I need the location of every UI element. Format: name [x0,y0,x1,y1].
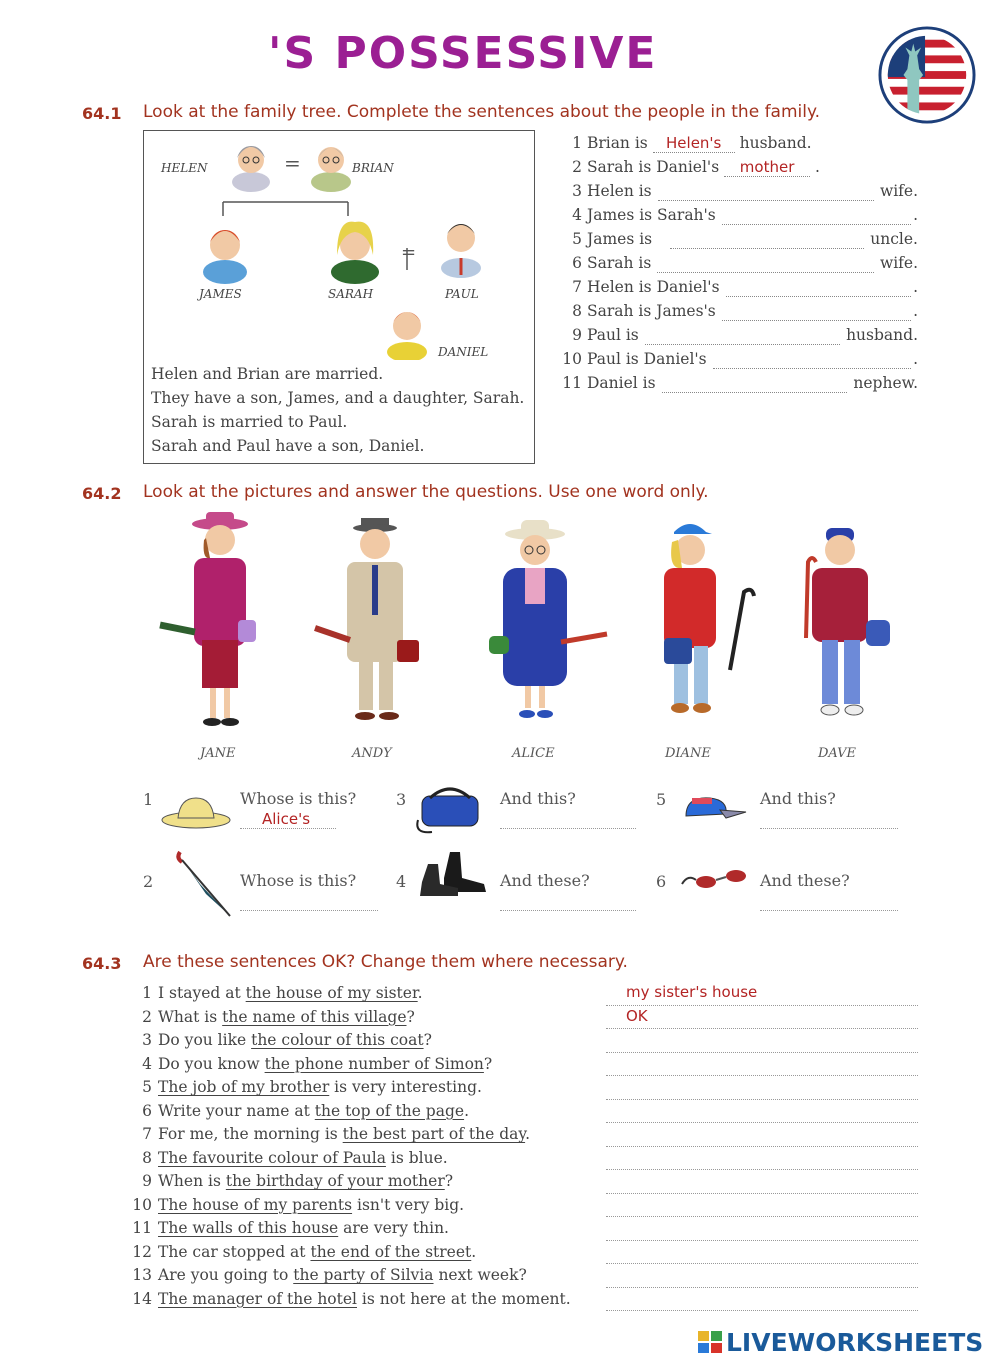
question-text: And these? [760,871,850,890]
story-line: Helen and Brian are married. [151,365,384,383]
ex1-sentence: 2 Sarah is Daniel's mother . [572,158,820,176]
ex1-sentence: 6 Sarah is wife. [572,254,918,272]
item-number: 3 [396,790,407,809]
answer-field[interactable]: my sister's house [606,982,918,1006]
diane-figure [664,524,754,713]
answer-field[interactable]: Alice's [262,810,311,828]
liveworksheets-brand[interactable]: LIVEWORKSHEETS [726,1328,984,1357]
answer-line [240,826,336,829]
answer-field[interactable] [713,350,911,369]
ex3-sentence: 8 The favourite colour of Paula is blue. [142,1148,448,1167]
ex3-sentence: 10 The house of my parents isn't very big. [132,1195,465,1214]
answer-line [760,908,898,911]
ex1-instruction: Look at the family tree. Complete the sentences about the people in the family. [143,102,821,122]
answer-field[interactable] [606,1100,918,1124]
ex3-sentence: 3 Do you like the colour of this coat? [142,1031,432,1049]
ex3-sentence: 4 Do you know the phone number of Simon? [142,1054,493,1073]
umbrella-icon [170,848,240,920]
ex1-sentence: 5 James is uncle. [572,230,918,248]
label-paul: PAUL [445,287,479,301]
page-title: 'S POSSESSIVE [268,28,658,79]
label-jane: JANE [200,746,236,761]
answer-field[interactable] [662,374,848,393]
question-text: And these? [500,871,590,890]
ex1-sentence: 9 Paul is husband. [572,326,918,344]
ex1-sentence-list [560,134,918,398]
glasses-icon [678,862,754,896]
answer-field[interactable] [658,182,874,201]
cap-icon [680,790,750,830]
answer-field[interactable]: mother [724,158,810,177]
question-text: And this? [500,789,576,808]
ex1-sentence: 4 James is Sarah's . [572,206,918,224]
ex3-sentence: 14 The manager of the hotel is not here at the moment. [132,1289,571,1308]
question-text: And this? [760,789,836,808]
answer-field[interactable] [606,1170,918,1194]
ex3-sentence: 6 Write your name at the top of the page. [142,1101,469,1120]
liveworksheets-logo-icon [698,1331,722,1353]
answer-line [240,908,378,911]
ex3-sentence: 9 When is the birthday of your mother? [142,1172,454,1190]
ex1-sentence: 8 Sarah is James's . [572,302,918,320]
jane-figure [160,512,256,726]
answer-field[interactable] [606,1241,918,1265]
james-figure [203,230,247,284]
item-number: 2 [143,872,154,891]
label-dave: DAVE [818,746,857,761]
paul-figure [441,224,481,278]
shoes-icon [414,848,494,898]
svg-text:=: = [401,242,417,263]
answer-field[interactable]: OK [606,1006,918,1030]
label-brian: BRIAN [352,161,394,175]
label-diane: DIANE [665,746,711,761]
ex3-sentence: 5 The job of my brother is very interesting. [142,1078,482,1096]
ex1-number: 64.1 [82,104,122,123]
ex3-sentence: 1 I stayed at the house of my sister. [142,984,423,1002]
answer-field[interactable] [606,1264,918,1288]
answer-field[interactable] [606,1053,918,1077]
ex1-sentence: 10 Paul is Daniel's . [562,350,918,368]
dave-figure [806,528,890,715]
label-james: JAMES [199,287,242,301]
ex3-sentence: 7 For me, the morning is the best part of the day. [142,1125,531,1143]
story-line: They have a son, James, and a daughter, Sarah. [151,389,525,407]
answer-field[interactable] [722,302,911,321]
story-line: Sarah and Paul have a son, Daniel. [151,437,425,455]
question-text: Whose is this? [240,871,357,890]
answer-field[interactable] [606,1194,918,1218]
answer-field[interactable] [645,326,840,345]
sarah-figure [331,222,379,284]
ex3-sentence: 2 What is the name of this village? [142,1007,415,1026]
ex3-sentence: 12 The car stopped at the end of the street. [132,1242,477,1261]
answer-field[interactable] [657,254,874,273]
label-alice: ALICE [512,746,555,761]
label-helen: HELEN [161,161,208,175]
ex3-answer-column [606,982,918,1311]
answer-line [760,826,898,829]
answer-field[interactable] [606,1217,918,1241]
alice-figure [489,520,607,718]
ex1-sentence: 1 Brian is Helen's husband. [572,134,812,152]
ex1-sentence: 11 Daniel is nephew. [562,374,918,392]
family-story [151,362,524,458]
answer-field[interactable] [606,1029,918,1053]
ex1-sentence: 3 Helen is wife. [572,182,918,200]
hat-icon [160,790,232,832]
ex1-sentence: 7 Helen is Daniel's . [572,278,918,296]
ex3-instruction: Are these sentences OK? Change them where necessary. [143,952,628,972]
ex2-number: 64.2 [82,484,122,503]
answer-line [500,826,636,829]
ex3-sentence-list [130,984,571,1313]
helen-figure [232,146,270,192]
answer-field[interactable]: Helen's [653,134,735,153]
ex3-number: 64.3 [82,954,122,973]
answer-field[interactable] [606,1076,918,1100]
svg-text:=: = [284,151,301,175]
handbag-icon [414,784,486,836]
answer-field[interactable] [606,1288,918,1312]
ex3-sentence: 13 Are you going to the party of Silvia next week? [132,1266,527,1284]
label-sarah: SARAH [328,287,374,301]
answer-field[interactable] [606,1147,918,1171]
item-number: 4 [396,872,407,891]
answer-field[interactable] [726,278,912,297]
daniel-figure [387,312,427,360]
answer-field[interactable] [722,206,911,225]
brian-figure [311,147,351,192]
label-andy: ANDY [352,746,392,761]
item-number: 5 [656,790,667,809]
item-number: 1 [143,790,154,809]
item-number: 6 [656,872,667,891]
answer-field[interactable] [670,230,864,249]
people-pictures [150,510,910,735]
ex2-instruction: Look at the pictures and answer the questions. Use one word only. [143,482,709,502]
question-text: Whose is this? [240,789,357,808]
label-daniel: DANIEL [438,345,489,359]
answer-line [500,908,636,911]
story-line: Sarah is married to Paul. [151,413,348,431]
ex3-sentence: 11 The walls of this house are very thin. [132,1219,449,1237]
answer-field[interactable] [606,1123,918,1147]
andy-figure [315,518,419,720]
liberty-flag-logo [878,26,976,124]
